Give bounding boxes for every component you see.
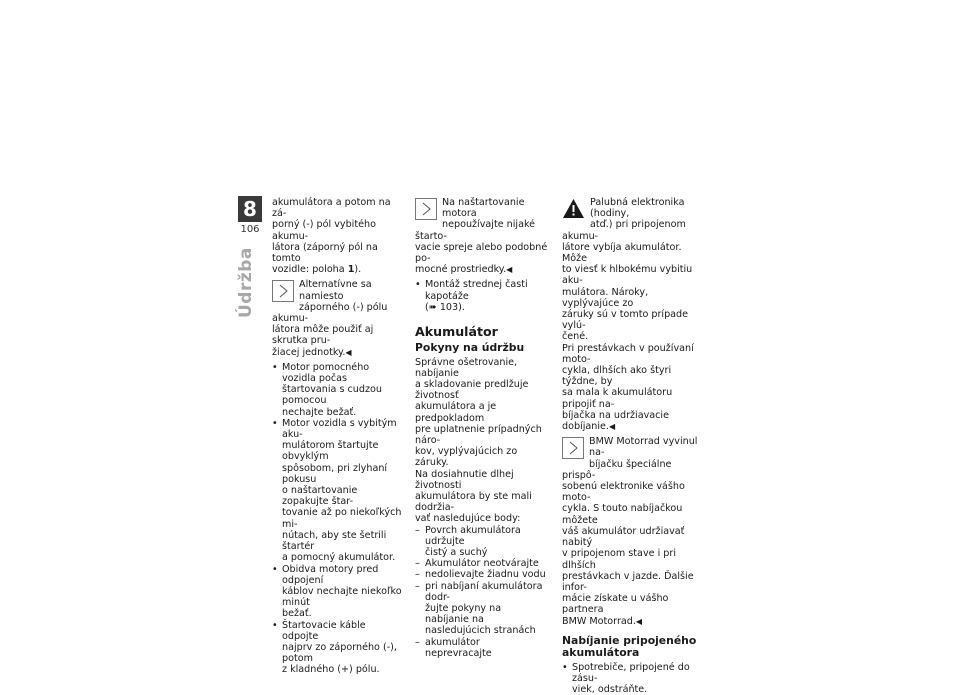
text-line: spôsobom, pri zlyhaní pokusu — [282, 462, 388, 485]
text-line: káblov nechajte niekoľko minút — [282, 585, 402, 609]
warning-icon — [562, 198, 585, 219]
chapter-sidebar — [238, 196, 262, 235]
column-2 — [415, 197, 548, 659]
text-line: v pripojenom stave i pri dlhších — [562, 548, 676, 571]
text-line: štartovania s cudzou pomocou — [282, 384, 382, 407]
text-line: pri nabíjaní akumulátora dodr- — [425, 580, 543, 603]
note-icon — [562, 437, 584, 459]
bullet-text — [282, 620, 397, 676]
end-mark-icon: ◀ — [608, 422, 616, 432]
text-line: BMW Motorrad vyvinul na- — [589, 436, 698, 459]
text-line: Pri prestávkach v používaní moto- — [562, 342, 694, 365]
dash-text — [425, 569, 546, 580]
text-line: prestávkach v jazde. Ďalšie infor- — [562, 570, 694, 593]
text-line: nasledujúcich stranách — [425, 625, 536, 637]
bullet-text — [572, 662, 690, 695]
text-line: vozidle: poloha — [272, 264, 348, 276]
text-line: záruky sú v tomto prípade vylú- — [562, 309, 689, 332]
text-line: váš akumulátor udržiavať nabitý — [562, 525, 685, 549]
text-line: Akumulátor neotvárajte — [425, 558, 539, 570]
heading-line: Nabíjanie pripojeného — [562, 633, 697, 647]
dash-text — [425, 525, 521, 558]
list-item — [272, 564, 404, 620]
text-line: čené. — [562, 331, 589, 343]
text-line: akumulátora a je predpokladom — [415, 401, 497, 424]
list-item — [415, 569, 548, 580]
text-line: Štartovacie káble odpojte — [282, 619, 366, 642]
text-line: (➠ 103). — [425, 301, 465, 313]
heading-line: akumulátora — [562, 646, 640, 660]
text-line: cykla. S touto nabíjačkou môžete — [562, 503, 683, 526]
warning-text — [562, 197, 694, 432]
text-line: to viesť k hlbokému vybitiu aku- — [562, 264, 693, 287]
list-item — [272, 620, 404, 676]
note-icon — [415, 198, 437, 220]
text-line: Obidva motory pred odpojení — [282, 563, 379, 586]
text-line: Povrch akumulátora udržujte — [425, 524, 521, 547]
subsection-heading — [562, 635, 698, 660]
text-line: mulátora. Nároky, vyplývajúce zo — [562, 286, 649, 309]
text-line: látora (záporný pól na tomto — [272, 241, 378, 265]
note-block — [562, 436, 698, 626]
warning-block — [562, 197, 698, 432]
text-line: kov, vyplývajúcich zo záruky. — [415, 446, 518, 469]
text-line: vacie spreje alebo podobné po- — [415, 241, 548, 265]
text-lines — [272, 197, 391, 264]
note-block — [272, 279, 404, 357]
list-item — [415, 581, 548, 637]
column-1 — [272, 197, 404, 676]
subsection-heading: Pokyny na údržbu — [415, 341, 525, 355]
text-line: sa mala k akumulátoru pripojiť na- — [562, 387, 673, 410]
text-line: a skladovanie predlžuje životnosť — [415, 378, 529, 402]
text-line: Na naštartovanie motora — [442, 197, 525, 220]
list-item — [415, 637, 548, 659]
list-item — [415, 558, 548, 569]
text-line: viek, odstráňte. — [572, 684, 648, 695]
text-line: vať nasledujúce body: — [415, 513, 521, 525]
text-line: z kladného (+) pólu. — [282, 664, 380, 676]
text-line: Spotrebiče, pripojené do zásu- — [572, 661, 690, 684]
text-line: nechajte bežať. — [282, 406, 357, 418]
list-item — [415, 525, 548, 559]
text-line: nútach, aby ste šetrili štartér — [282, 529, 387, 553]
text-line: sobenú elektronike vášho moto- — [562, 481, 685, 504]
text-line: mocné prostriedky. — [415, 264, 507, 276]
end-mark-icon: ◀ — [635, 616, 643, 626]
text-line: nedolievajte žiadnu vodu — [425, 569, 546, 581]
text-line: nepoužívajte nijaké štarto- — [415, 219, 536, 242]
text-line: Motor pomocného vozidla počas — [282, 361, 370, 385]
text-line: a pomocný akumulátor. — [282, 552, 396, 564]
text-line: ). — [354, 264, 362, 276]
text-line: Montáž strednej časti kapotáže — [425, 279, 528, 302]
section-heading: Akumulátor — [415, 324, 498, 340]
text-line: porný (-) pól vybitého akumu- — [272, 219, 376, 242]
text-line: Alternatívne sa namiesto — [299, 279, 372, 302]
list-item — [562, 662, 698, 695]
position-ref: 1 — [347, 264, 355, 276]
bullet-text — [282, 564, 402, 620]
text-line: látora môže použiť aj skrutka pru- — [272, 324, 374, 347]
text-line: žiacej jednotky. — [272, 346, 346, 358]
text-line: bíjačka na udržiavacie dobíjanie. — [562, 409, 669, 433]
end-mark-icon: ◀ — [506, 265, 513, 275]
text-line: mulátorom štartujte obvyklým — [282, 440, 379, 463]
text-line: najprv zo záporného (-), potom — [282, 641, 397, 665]
text-line: mácie získate u vášho partnera — [562, 593, 669, 616]
list-item — [415, 279, 548, 313]
text-line: pre uplatnenie prípadných náro- — [415, 423, 542, 446]
text-line: Správne ošetrovanie, nabíjanie — [415, 356, 518, 379]
text-line: Palubná elektronika (hodiny, — [590, 197, 685, 220]
bullet-text — [282, 418, 401, 563]
text-line: Motor vozidla s vybitým aku- — [282, 417, 397, 441]
text-line: žujte pokyny na nabíjanie na — [425, 603, 502, 626]
list-item — [272, 362, 404, 418]
end-mark-icon: ◀ — [345, 347, 352, 357]
text-line: čistý a suchý — [425, 546, 488, 558]
text-line: BMW Motorrad. — [562, 615, 636, 627]
text-line: cykla, dlhších ako štyri týždne, by — [562, 365, 672, 388]
text-line: akumulátor neprevracajte — [425, 636, 492, 659]
chapter-number: 8 — [238, 196, 262, 222]
note-icon — [272, 280, 294, 302]
note-block — [415, 197, 548, 275]
text-line: tovanie až po niekoľkých mi- — [282, 507, 402, 530]
text-line: bíjačku špeciálne prispô- — [562, 458, 672, 481]
text-line: bežať. — [282, 608, 312, 620]
bullet-text — [425, 279, 528, 312]
dash-text — [425, 558, 539, 569]
dash-text — [425, 581, 542, 637]
text-line: atď.) pri pripojenom akumu- — [562, 219, 686, 242]
text-line: o naštartovanie zopakujte štar- — [282, 485, 358, 508]
bullet-text — [282, 362, 382, 418]
paragraph — [415, 357, 548, 525]
paragraph — [272, 197, 404, 275]
text-line: záporného (-) pólu akumu- — [272, 301, 388, 325]
page-number: 106 — [240, 224, 260, 235]
list-item — [272, 418, 404, 564]
section-title: Údržba — [236, 247, 256, 318]
note-text — [562, 436, 697, 626]
text-line: akumulátora a potom na zá- — [272, 197, 391, 220]
text-line: Na dosiahnutie dlhej životnosti — [415, 468, 514, 491]
text-line: akumulátora by ste mali dodržia- — [415, 490, 532, 514]
dash-text — [425, 637, 492, 659]
column-3 — [562, 197, 698, 695]
text-line: látore vybíja akumulátor. Môže — [562, 241, 682, 265]
